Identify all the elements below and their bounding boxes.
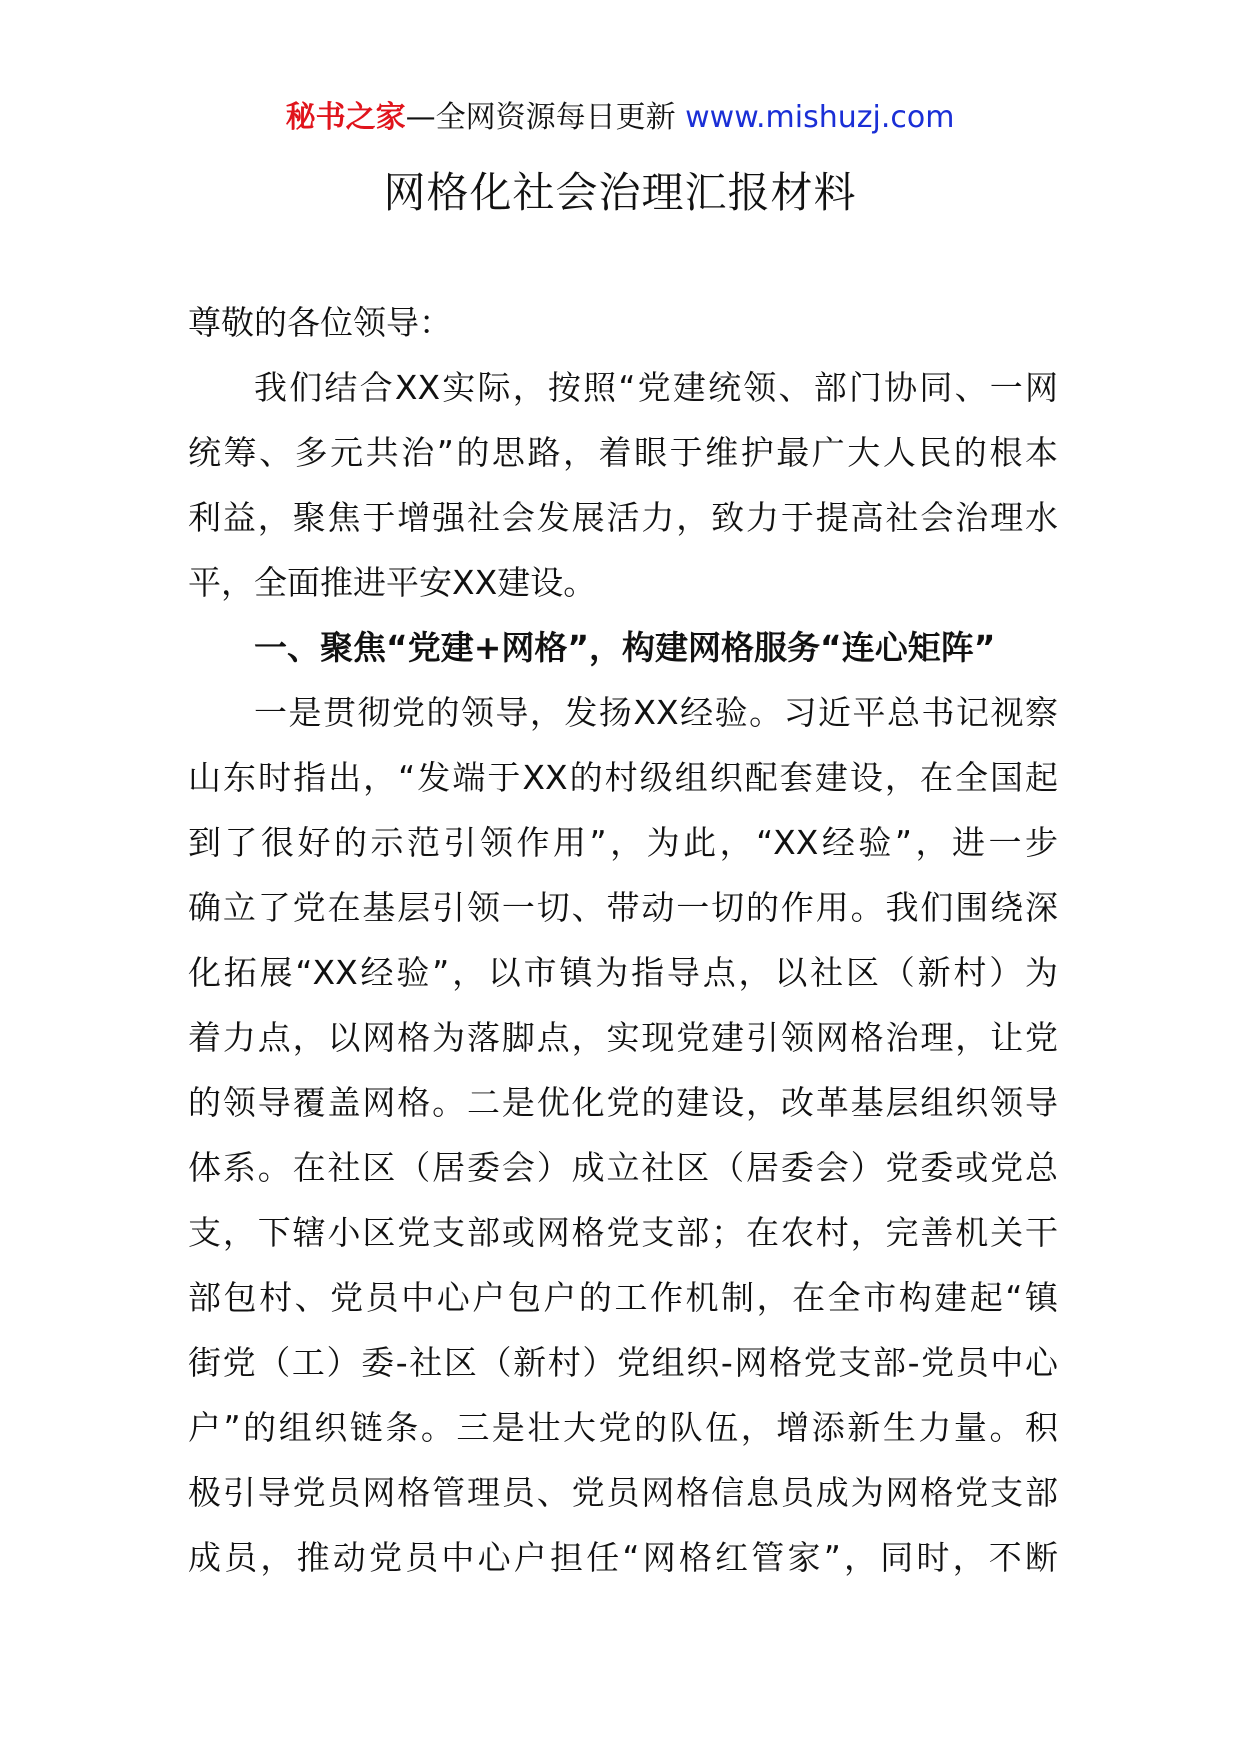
paragraph-line: 街党（工）委-社区（新村）党组织-网格党支部-党员中心	[188, 1343, 1058, 1382]
paragraph-line: 成员，推动党员中心户担任“网格红管家”，同时，不断	[188, 1538, 1058, 1577]
site-url: www.mishuzj.com	[685, 100, 955, 135]
paragraph-line: 体系。在社区（居委会）成立社区（居委会）党委或党总	[188, 1148, 1058, 1187]
paragraph-line: 一是贯彻党的领导，发扬XX经验。习近平总书记视察	[254, 693, 1058, 732]
paragraph-line: 支，下辖小区党支部或网格党支部；在农村，完善机关干	[188, 1213, 1058, 1252]
document-body	[188, 290, 1058, 1590]
paragraph-line: 到了很好的示范引领作用”，为此，“XX经验”，进一步	[188, 823, 1058, 862]
paragraph-line: 利益，聚焦于增强社会发展活力，致力于提高社会治理水	[188, 498, 1058, 537]
document-title: 网格化社会治理汇报材料	[383, 168, 857, 217]
paragraph-line: 确立了党在基层引领一切、带动一切的作用。我们围绕深	[188, 888, 1058, 927]
paragraph-line: 的领导覆盖网格。二是优化党的建设，改革基层组织领导	[188, 1083, 1058, 1122]
paragraph-line: 极引导党员网格管理员、党员网格信息员成为网格党支部	[188, 1473, 1058, 1512]
paragraph-line: 户”的组织链条。三是壮大党的队伍，增添新生力量。积	[188, 1408, 1058, 1447]
brand-tagline: —全网资源每日更新	[405, 100, 676, 135]
greeting: 尊敬的各位领导：	[188, 303, 452, 342]
paragraph-line: 着力点，以网格为落脚点，实现党建引领网格治理，让党	[188, 1018, 1058, 1057]
paragraph-line: 化拓展“XX经验”，以市镇为指导点，以社区（新村）为	[188, 953, 1058, 992]
paragraph-line: 山东时指出，“发端于XX的村级组织配套建设，在全国起	[188, 758, 1058, 797]
paragraph-line: 部包村、党员中心户包户的工作机制，在全市构建起“镇	[188, 1278, 1058, 1317]
section-heading: 一、聚焦“党建+网格”，构建网格服务“连心矩阵”	[254, 628, 996, 667]
paragraph-line: 平，全面推进平安XX建设。	[188, 563, 597, 602]
paragraph-line: 我们结合XX实际，按照“党建统领、部门协同、一网	[254, 368, 1058, 407]
paragraph-line: 统筹、多元共治”的思路，着眼于维护最广大人民的根本	[188, 433, 1058, 472]
brand-name: 秘书之家	[285, 100, 406, 135]
site-watermark-header	[0, 98, 1240, 138]
